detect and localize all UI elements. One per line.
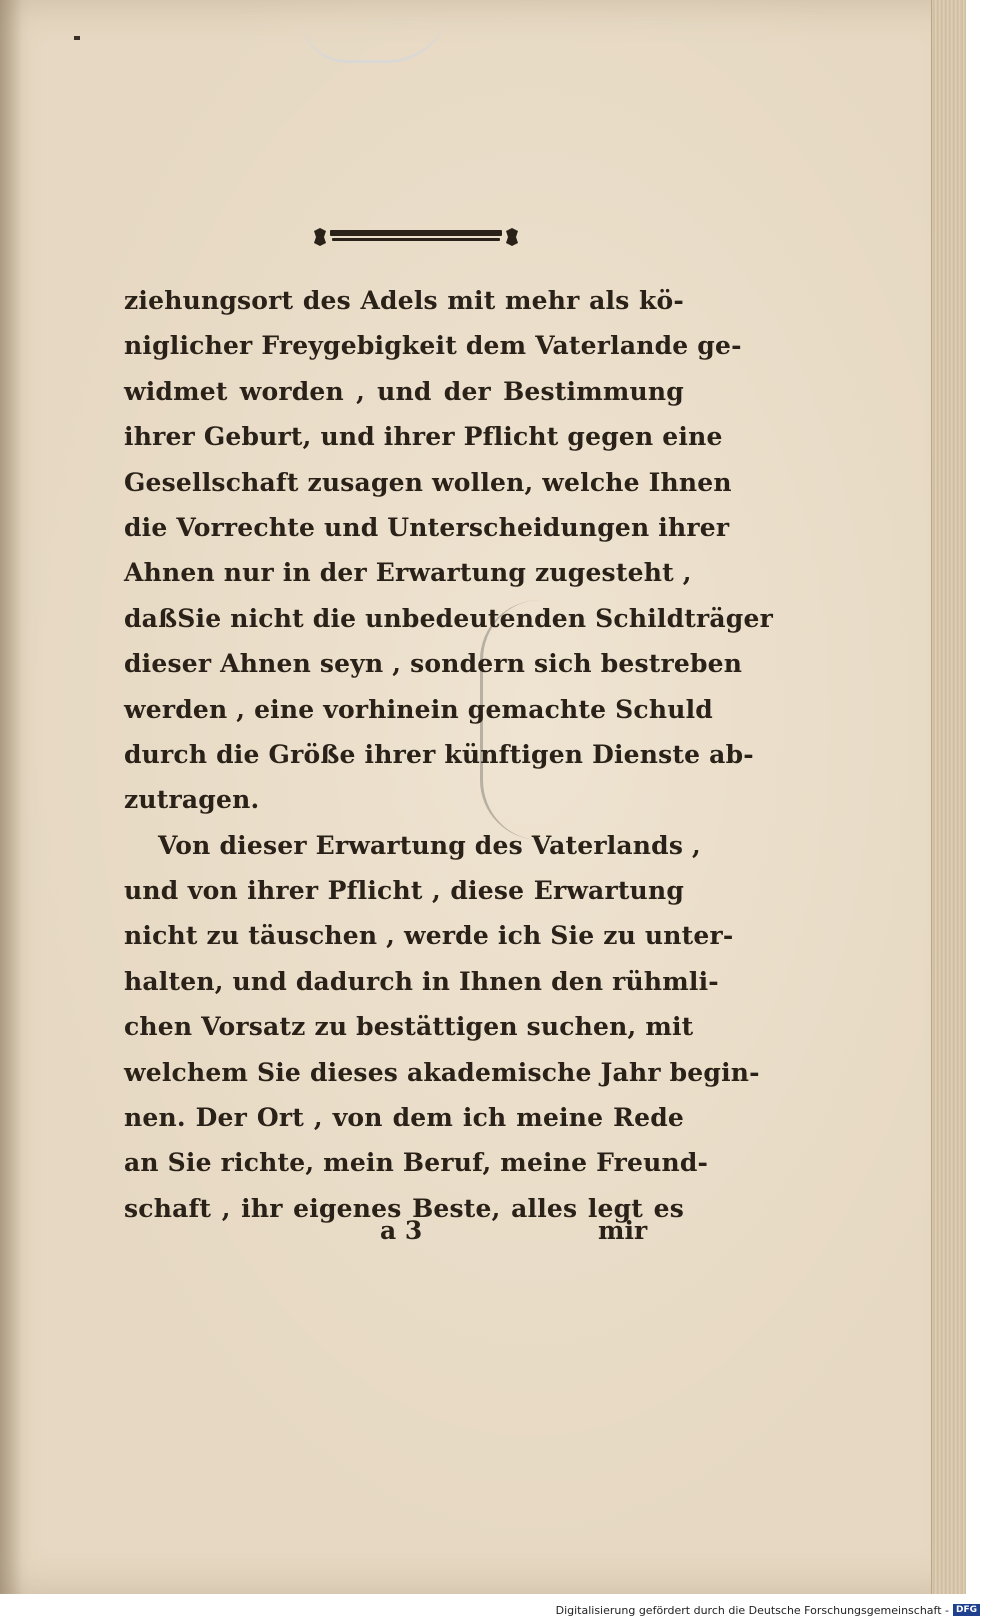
text-line: Gesellschaft zusagen wollen, welche Ihnen bbox=[124, 467, 732, 497]
text-line: nicht zu täuschen , werde ich Sie zu unter- bbox=[124, 921, 734, 951]
text-line: schaft , ihr eigenes Beste, alles legt es bbox=[124, 1193, 684, 1223]
text-line: die Vorrechte und Unterscheidungen ihrer bbox=[124, 512, 730, 542]
footer-text: Digitalisierung gefördert durch die Deutsche Forschungsgemeinschaft - bbox=[555, 1603, 949, 1617]
text-line: nen. Der Ort , von dem ich meine Rede bbox=[124, 1103, 684, 1133]
ornament-rule bbox=[310, 224, 522, 250]
text-line: Ahnen nur in der Erwartung zugesteht , bbox=[124, 558, 692, 588]
text-line: Von dieser Erwartung des Vaterlands , bbox=[158, 830, 701, 860]
text-line: widmet worden , und der Bestimmung bbox=[124, 376, 684, 406]
dfg-logo: DFG bbox=[953, 1604, 980, 1616]
text-line: an Sie richte, mein Beruf, meine Freund- bbox=[124, 1148, 709, 1178]
text-line: chen Vorsatz zu bestättigen suchen, mit bbox=[124, 1012, 694, 1042]
text-line: ziehungsort des Adels mit mehr als kö- bbox=[124, 286, 684, 315]
body-text bbox=[124, 278, 773, 1231]
catchline bbox=[380, 1216, 650, 1256]
catchword: mir bbox=[598, 1216, 648, 1245]
text-line: ihrer Geburt, und ihrer Pflicht gegen eine bbox=[124, 422, 723, 452]
page-edges bbox=[931, 0, 966, 1594]
spine-shadow bbox=[0, 0, 22, 1594]
digitization-footer bbox=[556, 1600, 980, 1620]
text-line: durch die Größe ihrer künftigen Dienste ab- bbox=[124, 739, 754, 769]
ink-mark bbox=[74, 36, 80, 40]
text-line: werden , eine vorhinein gemachte Schuld bbox=[124, 694, 713, 724]
text-line: daßSie nicht die unbedeutenden Schildträger bbox=[124, 603, 773, 633]
bookmark-ribbon bbox=[300, 0, 450, 63]
signature-mark: a 3 bbox=[380, 1216, 423, 1245]
text-line: welchem Sie dieses akademische Jahr begin- bbox=[124, 1057, 760, 1087]
text-line: niglicher Freygebigkeit dem Vaterlande ge- bbox=[124, 331, 742, 361]
text-line: dieser Ahnen seyn , sondern sich bestreben bbox=[124, 649, 743, 679]
text-line: und von ihrer Pflicht , diese Erwartung bbox=[124, 876, 684, 906]
text-line: halten, und dadurch in Ihnen den rühmli- bbox=[124, 966, 719, 996]
text-line: zutragen. bbox=[124, 785, 260, 815]
